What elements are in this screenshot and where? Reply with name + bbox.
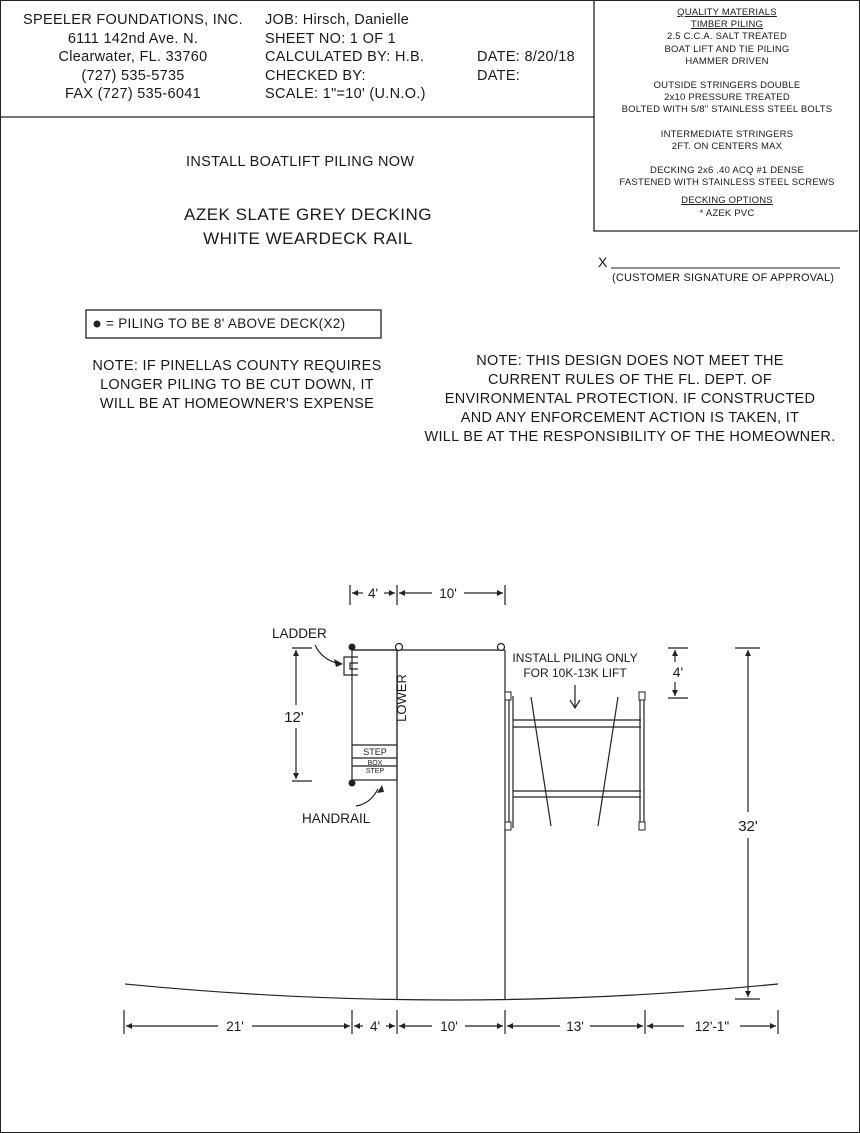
design-note-line: ENVIRONMENTAL PROTECTION. IF CONSTRUCTED	[444, 391, 816, 407]
lift-piling	[639, 822, 645, 830]
decking-note-line-2: WHITE WEARDECK RAIL	[203, 229, 413, 248]
decking-options-heading: DECKING OPTIONS	[681, 195, 773, 207]
company-street: 6111 142nd Ave. N.	[67, 30, 199, 47]
dim-top-10: 10'	[439, 586, 457, 601]
pinellas-note-line: LONGER PILING TO BE CUT DOWN, IT	[100, 377, 374, 393]
install-note: INSTALL BOATLIFT PILING NOW	[186, 154, 415, 170]
signature-caption: (CUSTOMER SIGNATURE OF APPROVAL)	[612, 272, 835, 284]
scale: SCALE: 1"=10' (U.N.O.)	[265, 86, 426, 103]
date-calculated: DATE: 8/20/18	[477, 49, 575, 65]
dim-bottom: 21'	[226, 1019, 244, 1034]
qm-outside-line: 2x10 PRESSURE TREATED	[664, 92, 790, 104]
lift-piling	[505, 822, 511, 830]
signature-mark: X	[598, 254, 608, 270]
box-label: BOX	[367, 760, 383, 767]
qm-intermediate-line: INTERMEDIATE STRINGERS	[660, 128, 794, 140]
dim-bottom: 10'	[440, 1019, 458, 1034]
quality-materials-heading: QUALITY MATERIALS	[677, 7, 777, 18]
design-note-line: NOTE: THIS DESIGN DOES NOT MEET THE	[476, 353, 784, 369]
lift-piling	[505, 692, 511, 700]
calculated-by: CALCULATED BY: H.B.	[265, 49, 425, 66]
qm-piling-line: 2.5 C.C.A. SALT TREATED	[666, 31, 788, 43]
qm-decking-line: DECKING 2x6 .40 ACQ #1 DENSE	[650, 165, 804, 177]
decking-option: * AZEK PVC	[699, 207, 755, 219]
qm-piling-line: TIMBER PILING	[690, 19, 764, 31]
company-phone: (727) 535-5735	[81, 67, 185, 84]
lift-piling	[639, 692, 645, 700]
dim-bottom: 4'	[369, 1019, 381, 1034]
qm-outside-line: BOLTED WITH 5/8" STAINLESS STEEL BOLTS	[621, 104, 833, 116]
ladder-label: LADDER	[272, 626, 327, 641]
company-city: Clearwater, FL. 33760	[58, 49, 208, 66]
dim-right-4: 4'	[672, 664, 684, 680]
design-note-line: CURRENT RULES OF THE FL. DEPT. OF	[487, 372, 773, 388]
handrail-label: HANDRAIL	[302, 811, 371, 826]
qm-piling-line: HAMMER DRIVEN	[685, 55, 769, 67]
date-checked: DATE:	[477, 67, 521, 84]
piling-8ft	[349, 780, 356, 787]
piling	[498, 644, 505, 651]
qm-piling-line: BOAT LIFT AND TIE PILING	[664, 43, 790, 55]
qm-outside-line: OUTSIDE STRINGERS DOUBLE	[653, 80, 801, 92]
job-name: JOB: Hirsch, Danielle	[265, 12, 410, 28]
design-note-line: AND ANY ENFORCEMENT ACTION IS TAKEN, IT	[460, 410, 800, 426]
qm-decking-line: FASTENED WITH STAINLESS STEEL SCREWS	[619, 177, 835, 189]
sheet-number: SHEET NO: 1 OF 1	[265, 30, 397, 47]
step-label-2: STEP	[365, 768, 385, 775]
dim-bottom: 12'-1"	[694, 1019, 730, 1034]
dim-12: 12'	[284, 709, 304, 726]
company-fax: FAX (727) 535-6041	[65, 86, 201, 103]
lower-label: LOWER	[394, 674, 409, 722]
design-note-line: WILL BE AT THE RESPONSIBILITY OF THE HOMEOWNER.	[424, 429, 836, 445]
decking-note-line-1: AZEK SLATE GREY DECKING	[184, 205, 432, 224]
install-piling-line-2: FOR 10K-13K LIFT	[523, 666, 627, 680]
piling	[396, 644, 403, 651]
dim-32: 32'	[738, 818, 758, 835]
pinellas-note-line: NOTE: IF PINELLAS COUNTY REQUIRES	[92, 358, 382, 374]
install-piling-line-1: INSTALL PILING ONLY	[512, 651, 638, 665]
piling-8ft	[349, 644, 356, 651]
dim-top-4: 4'	[367, 586, 379, 601]
qm-intermediate-line: 2FT. ON CENTERS MAX	[671, 140, 783, 152]
company-name: SPEELER FOUNDATIONS, INC.	[23, 12, 243, 28]
dim-bottom: 13'	[566, 1019, 584, 1034]
step-label: STEP	[363, 747, 387, 757]
piling-legend: = PILING TO BE 8' ABOVE DECK(X2)	[106, 316, 346, 331]
checked-by: CHECKED BY:	[265, 67, 366, 84]
pinellas-note-line: WILL BE AT HOMEOWNER'S EXPENSE	[99, 396, 375, 412]
